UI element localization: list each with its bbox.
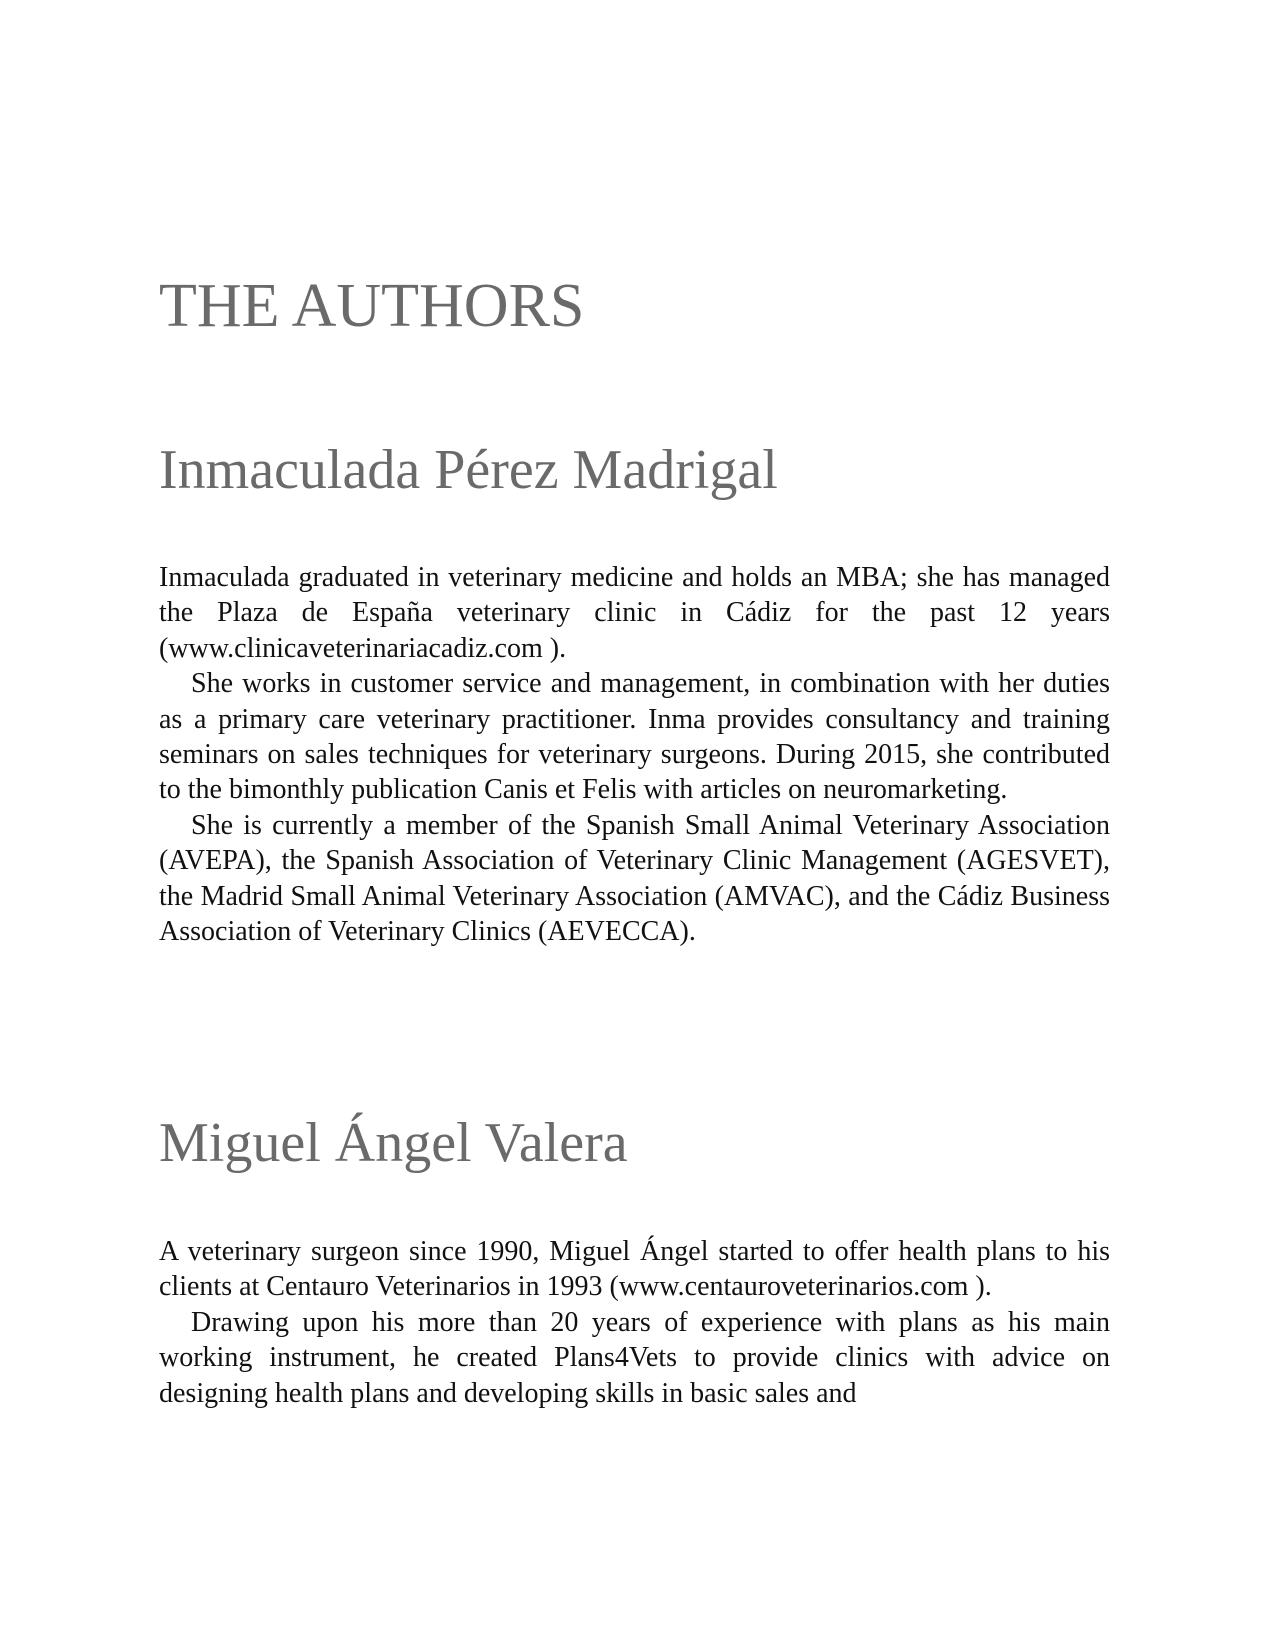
author-name: Inmaculada Pérez Madrigal <box>159 439 778 501</box>
bio-paragraph: She works in customer service and management, in combination with her duties as a primary care veterinary practitioner. Inma provides consultancy and training seminars on sales techniques for veterinary surgeons. During 2015, she contributed to the bimonthly publication Canis et Felis with articles on neuromarketing. <box>159 668 1110 806</box>
author-bio <box>159 560 1110 949</box>
document-page <box>159 0 1110 1650</box>
author-bio <box>159 1234 1110 1411</box>
page-title: THE AUTHORS <box>159 272 585 340</box>
bio-paragraph: Inmaculada graduated in veterinary medicine and holds an MBA; she has managed the Plaza de España veterinary clinic in Cádiz for the past 12 years (www.clinicaveterinariacadiz.com ). <box>159 562 1110 664</box>
author-name: Miguel Ángel Valera <box>159 1112 628 1174</box>
bio-paragraph: She is currently a member of the Spanish Small Animal Veterinary Association (AVEPA), the Spanish Association of Veterinary Clinic Management (AGESVET), the Madrid Small Animal Veterinary Association (AMVAC), and the Cádiz Business Association of Veterinary Clinics (AEVECCA). <box>159 809 1110 948</box>
bio-paragraph: A veterinary surgeon since 1990, Miguel Ángel started to offer health plans to his clients at Centauro Veterinarios in 1993 (www.centauroveterinarios.com ). <box>159 1236 1110 1303</box>
bio-paragraph: Drawing upon his more than 20 years of experience with plans as his main working instrument, he created Plans4Vets to provide clinics with advice on designing health plans and developing skills in basic sales and <box>159 1306 1110 1409</box>
